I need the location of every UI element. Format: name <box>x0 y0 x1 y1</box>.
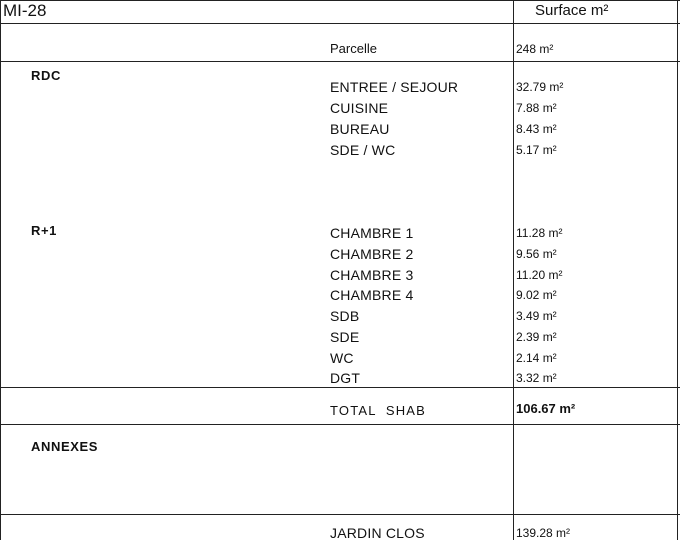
room-name: CUISINE <box>330 100 389 116</box>
room-name: ENTREE / SEJOUR <box>330 79 459 95</box>
room-area: 2.14 m² <box>516 351 557 365</box>
room-name: BUREAU <box>330 121 390 137</box>
room-area: 11.28 m² <box>516 226 563 240</box>
room-name: CHAMBRE 3 <box>330 267 414 283</box>
room-name: SDE <box>330 329 360 345</box>
top-border <box>0 0 680 1</box>
column-divider <box>513 0 514 540</box>
room-area: 5.17 m² <box>516 143 557 157</box>
room-area: 9.56 m² <box>516 247 557 261</box>
room-area: 9.02 m² <box>516 288 557 302</box>
room-name: DGT <box>330 370 361 386</box>
room-name: CHAMBRE 4 <box>330 287 414 303</box>
rdc-section-title: RDC <box>31 68 61 83</box>
room-name: CHAMBRE 1 <box>330 225 414 241</box>
parcel-label: Parcelle <box>330 41 377 56</box>
total-label: TOTAL SHAB <box>330 403 427 418</box>
room-area: 11.20 m² <box>516 268 563 282</box>
room-area: 3.49 m² <box>516 309 557 323</box>
right-border <box>677 0 678 540</box>
room-area: 7.88 m² <box>516 101 557 115</box>
total-divider <box>0 424 680 425</box>
parcel-value: 248 m² <box>516 42 554 56</box>
room-name: SDB <box>330 308 360 324</box>
rooms-divider <box>0 387 680 388</box>
annex-item-name: JARDIN CLOS <box>330 525 425 541</box>
annexes-divider <box>0 514 680 515</box>
room-name: SDE / WC <box>330 142 396 158</box>
surface-column-header: Surface m² <box>535 2 609 19</box>
room-area: 8.43 m² <box>516 122 557 136</box>
room-name: CHAMBRE 2 <box>330 246 414 262</box>
annex-item-area: 139.28 m² <box>516 526 571 540</box>
r1-section-title: R+1 <box>31 223 58 238</box>
room-area: 2.39 m² <box>516 330 557 344</box>
parcel-divider <box>0 61 680 62</box>
header-divider <box>0 23 680 24</box>
annexes-section-title: ANNEXES <box>31 439 99 454</box>
left-border <box>0 0 1 540</box>
room-area: 32.79 m² <box>516 80 564 94</box>
room-name: WC <box>330 350 354 366</box>
project-title: MI-28 <box>3 1 47 20</box>
room-area: 3.32 m² <box>516 371 557 385</box>
total-value: 106.67 m² <box>516 401 576 416</box>
